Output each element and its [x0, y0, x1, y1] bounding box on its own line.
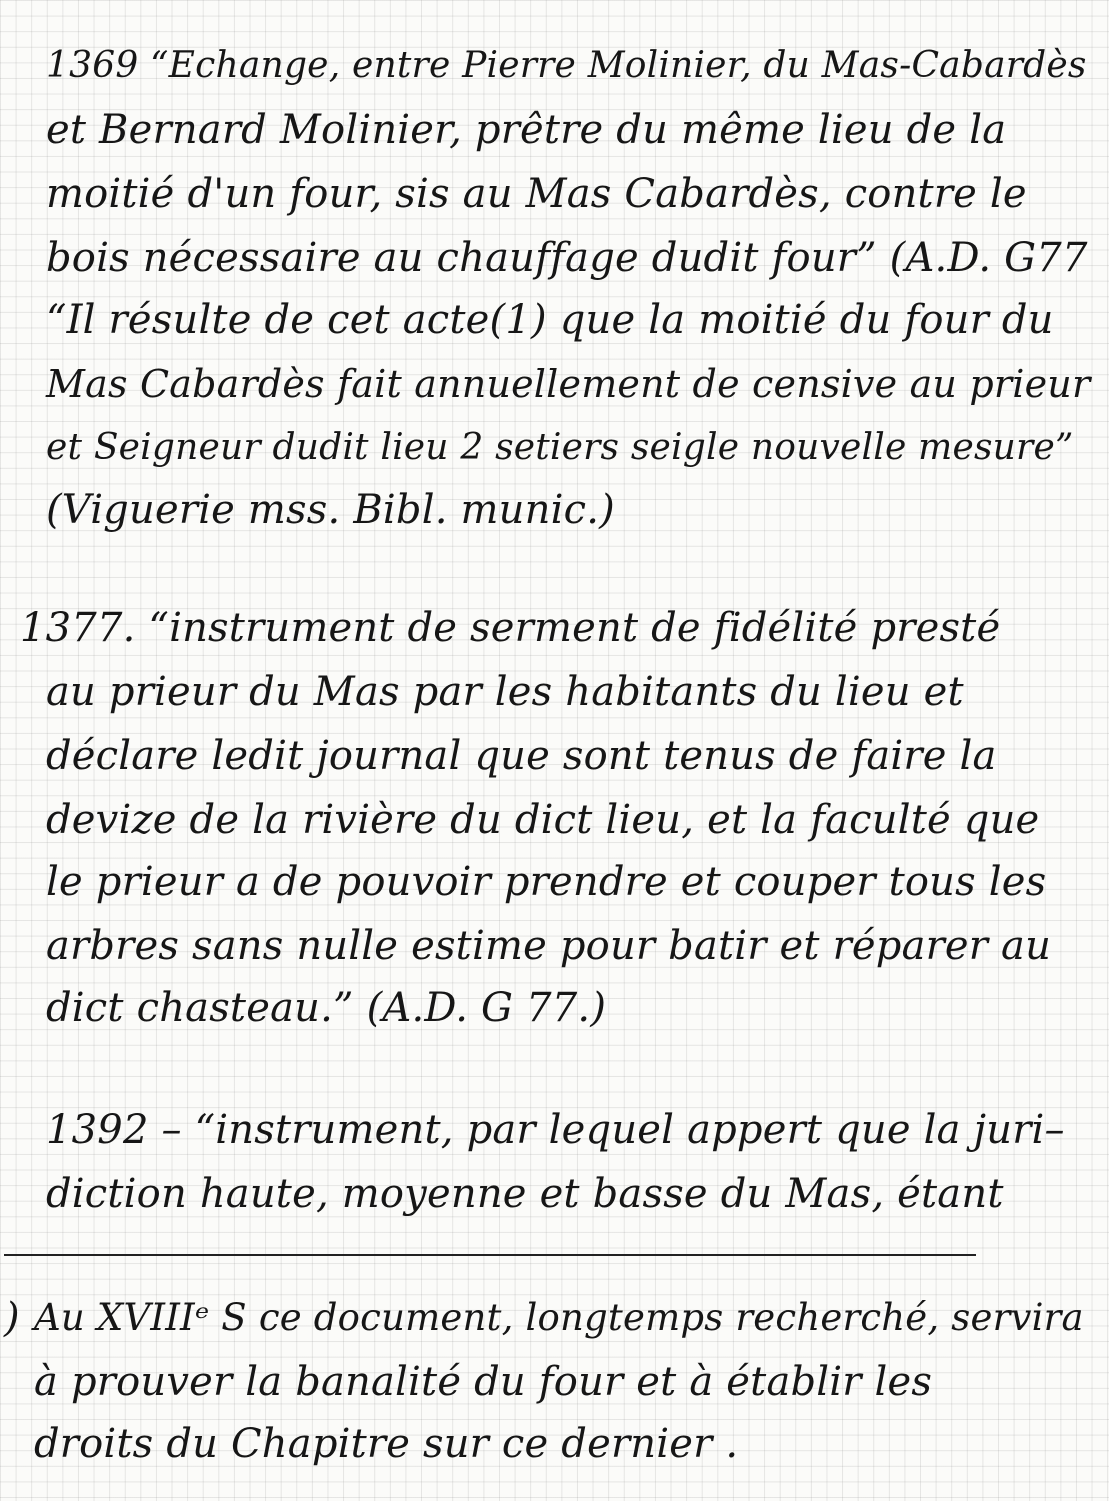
entry-1369-line-2: et Bernard Molinier, prêtre du même lieu de la — [46, 107, 1007, 153]
footnote-line-3: droits du Chapitre sur ce dernier . — [34, 1421, 739, 1467]
footnote-divider — [4, 1254, 976, 1256]
entry-1377-line-7: dict chasteau.” (A.D. G 77.) — [46, 985, 607, 1031]
entry-1377-line-6: arbres sans nulle estime pour batir et réparer au — [46, 923, 1052, 969]
entry-1377-line-5: le prieur a de pouvoir prendre et couper tous les — [46, 859, 1047, 905]
entry-1369-line-6: Mas Cabardès fait annuellement de censive au prieur — [46, 362, 1091, 406]
entry-1392-line-1: 1392 – “instrument, par lequel appert que la juri– — [46, 1107, 1065, 1153]
entry-1377-line-2: au prieur du Mas par les habitants du lieu et — [46, 669, 964, 715]
entry-1392-line-2: diction haute, moyenne et basse du Mas, étant — [46, 1171, 1004, 1217]
entry-1377-line-3: déclare ledit journal que sont tenus de faire la — [46, 733, 997, 779]
footnote-marker: ) — [4, 1295, 20, 1341]
entry-1369-line-8: (Viguerie mss. Bibl. munic.) — [46, 487, 615, 533]
entry-1369-line-7: et Seigneur dudit lieu 2 setiers seigle nouvelle mesure” — [46, 427, 1074, 468]
entry-1369-line-5: “Il résulte de cet acte(1) que la moitié du four du — [46, 297, 1054, 343]
entry-1369-line-4: bois nécessaire au chauffage dudit four” (A.D. G77 — [46, 235, 1088, 281]
entry-1369-line-3: moitié d'un four, sis au Mas Cabardès, contre le — [46, 171, 1027, 217]
entry-1377-line-4: devize de la rivière du dict lieu, et la faculté que — [46, 797, 1040, 843]
footnote-line-1: Au XVIIIᵉ S ce document, longtemps recherché, servira — [34, 1296, 1084, 1339]
footnote-line-2: à prouver la banalité du four et à établir les — [34, 1359, 933, 1405]
entry-1377-line-1: 1377. “instrument de serment de fidélité presté — [20, 605, 1001, 651]
entry-1369-line-1: 1369 “Echange, entre Pierre Molinier, du Mas-Cabardès — [46, 45, 1087, 86]
